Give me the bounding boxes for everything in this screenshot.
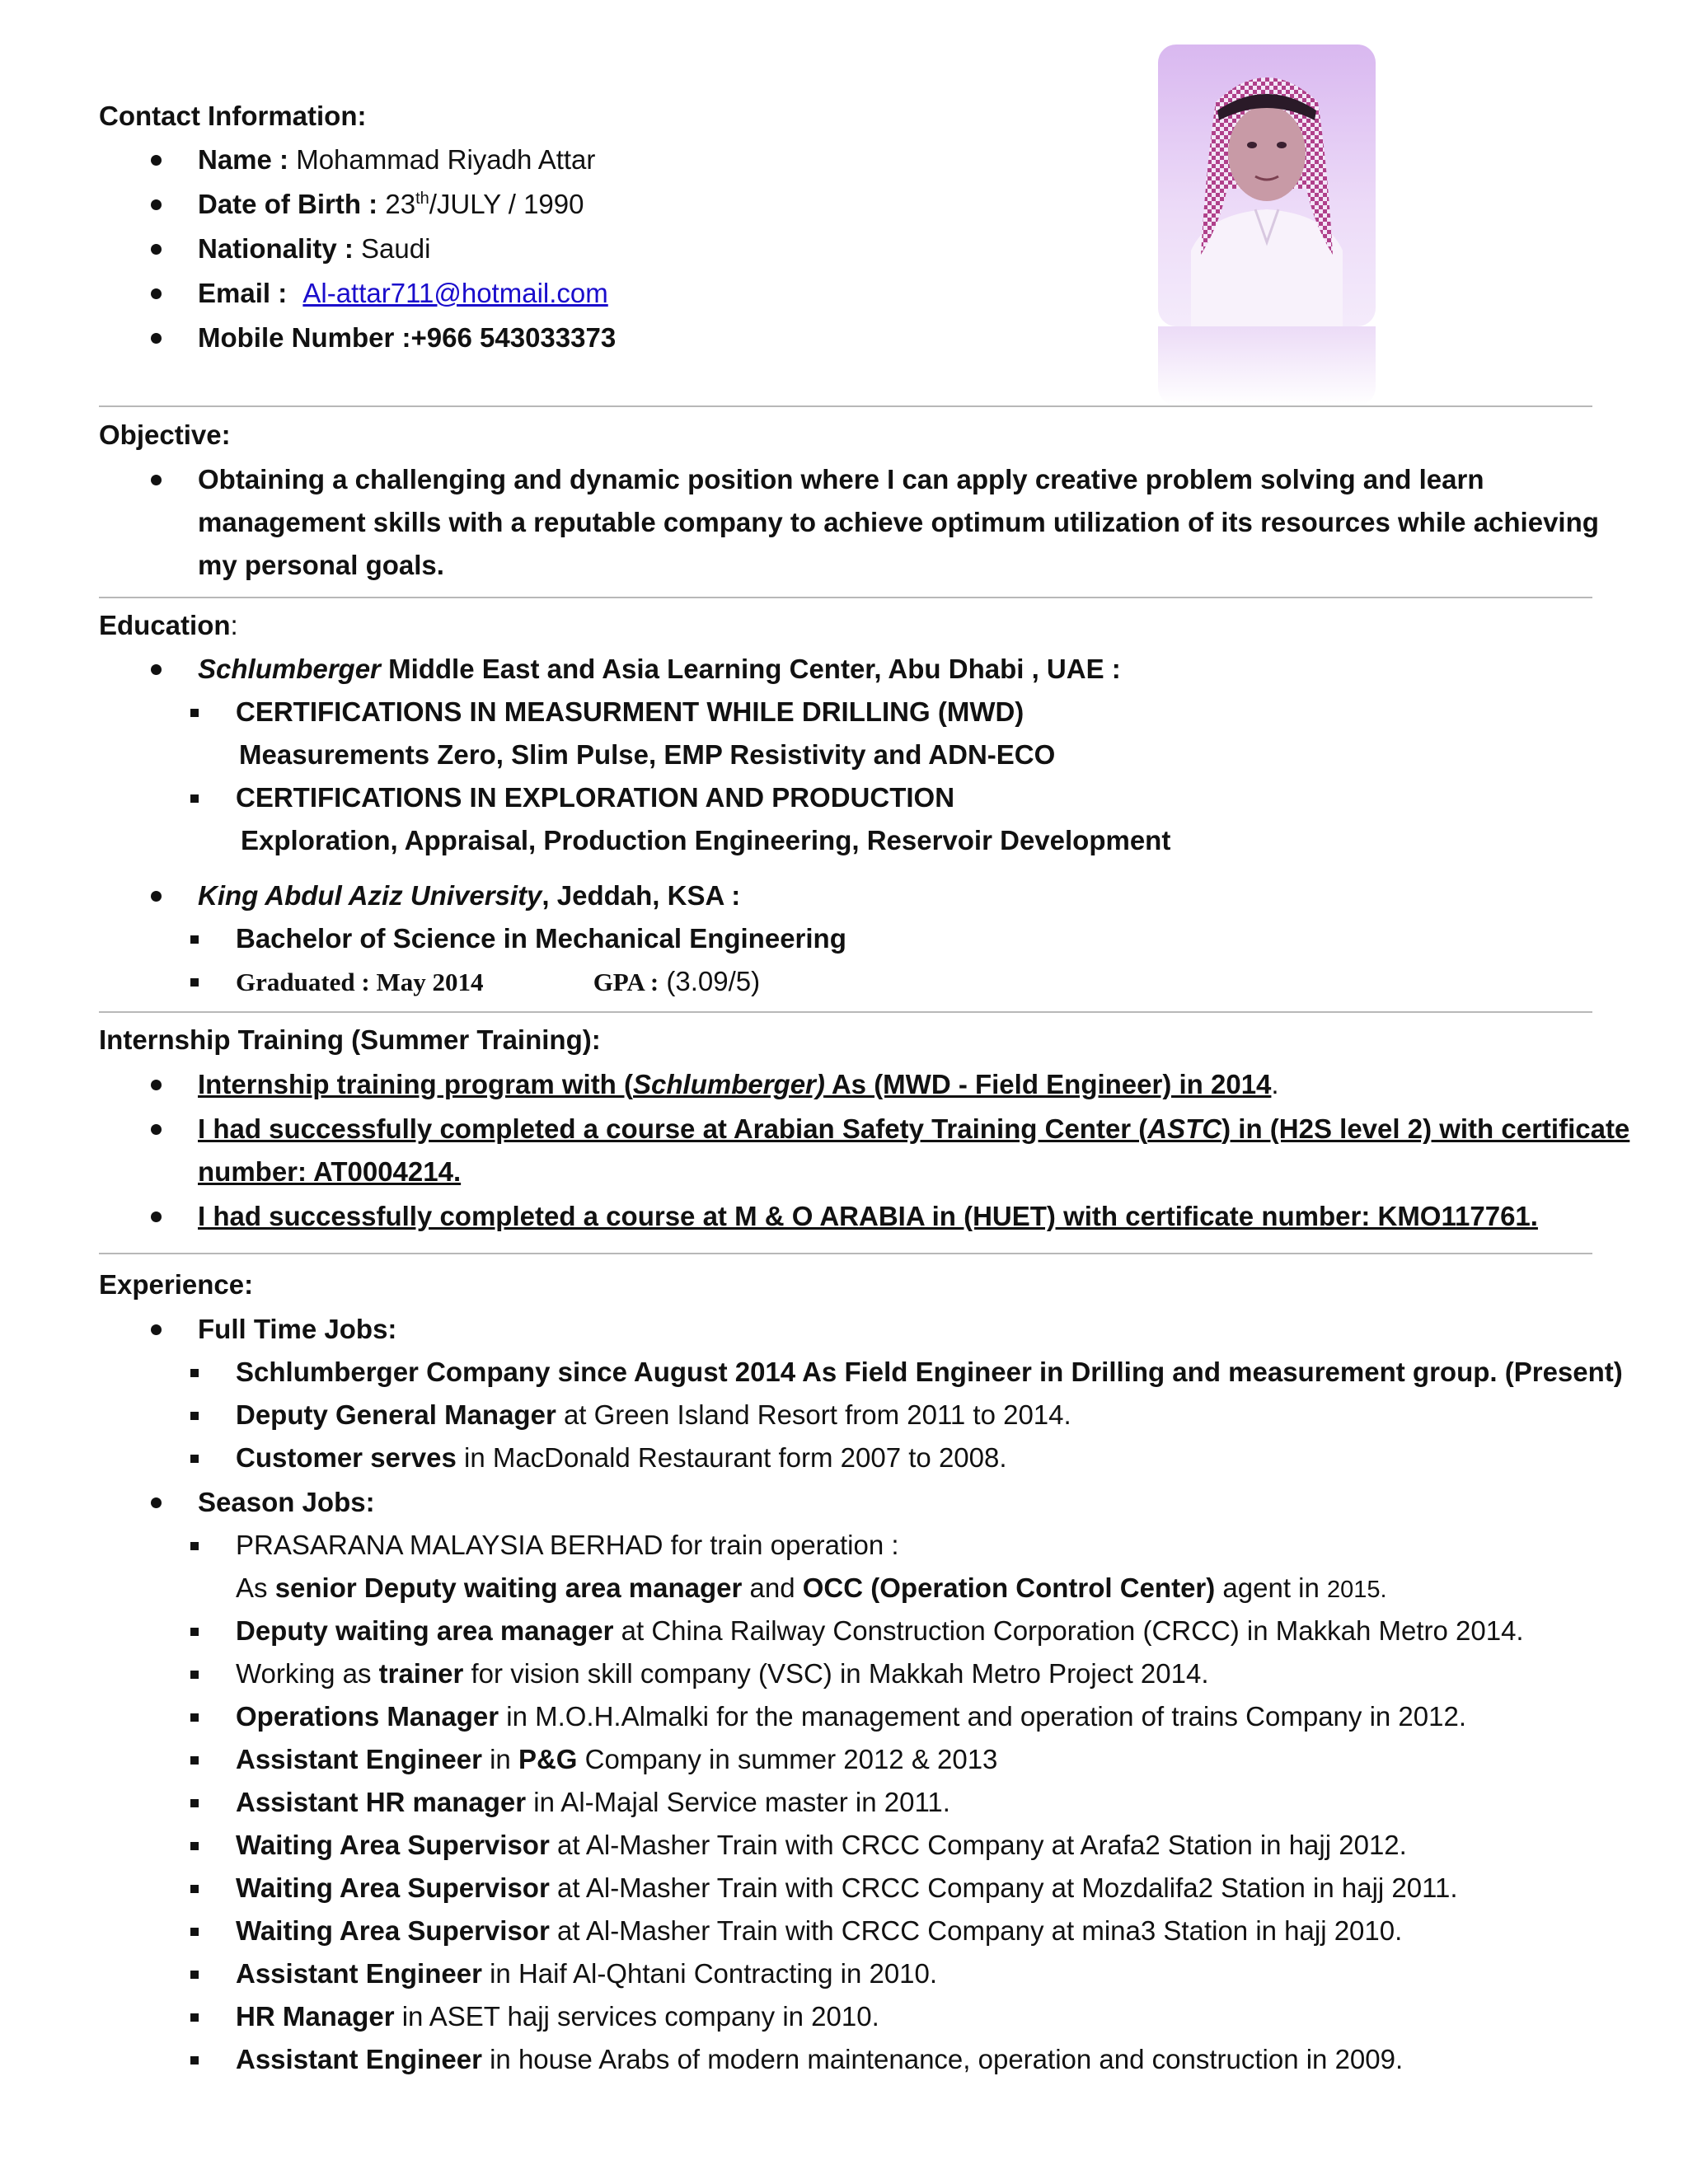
dob-label: Date of Birth :	[198, 189, 378, 219]
cert-mwd-detail: Measurements Zero, Slim Pulse, EMP Resistivity and ADN-ECO	[239, 739, 1056, 770]
season-job-11	[236, 2000, 879, 2033]
internship-1-c: As (MWD - Field Engineer) in 2014	[824, 1069, 1272, 1099]
s9-title: Waiting Area Supervisor	[236, 1915, 550, 1946]
s1-f: 2015.	[1327, 1577, 1387, 1603]
education-heading-colon: :	[230, 610, 238, 640]
fulltime-job-3	[236, 1441, 1007, 1474]
internship-2-b: ASTC	[1147, 1113, 1222, 1144]
season-job-5	[236, 1743, 997, 1776]
name-label: Name :	[198, 144, 289, 175]
internship-2-a: I had successfully completed a course at Arabian Safety Training Center (	[198, 1113, 1148, 1144]
profile-photo	[1158, 45, 1376, 326]
fulltime-heading: Full Time Jobs:	[198, 1314, 397, 1344]
objective-line-3: my personal goals.	[198, 550, 444, 580]
email-link[interactable]: Al-attar711@hotmail.com	[302, 278, 608, 308]
s10-title: Assistant Engineer	[236, 1958, 482, 1989]
slb-name: Schlumberger	[198, 654, 381, 684]
nationality-value: Saudi	[361, 233, 431, 264]
mobile-value: +966 543033373	[410, 322, 617, 353]
internship-item-2	[198, 1113, 1629, 1146]
graduated-label: Graduated : May 2014	[236, 968, 484, 996]
season-job-8	[236, 1872, 1458, 1905]
s4-title: Operations Manager	[236, 1701, 499, 1732]
s1-a: As	[236, 1572, 275, 1603]
internship-item-3: I had successfully completed a course at M & O ARABIA in (HUET) with certificate number: KMO117761.	[198, 1201, 1538, 1231]
section-divider	[99, 1011, 1592, 1013]
internship-item-1	[198, 1068, 1279, 1101]
season-job-1-line-1: PRASARANA MALAYSIA BERHAD for train operation :	[236, 1530, 899, 1560]
s7-title: Waiting Area Supervisor	[236, 1830, 550, 1860]
s3-a: Working as	[236, 1658, 379, 1689]
internship-1-b: Schlumberger)	[633, 1069, 825, 1099]
email-label: Email :	[198, 278, 288, 308]
internship-1-a: Internship training program with (	[198, 1069, 633, 1099]
cert-ep-title: CERTIFICATIONS IN EXPLORATION AND PRODUCTION	[236, 782, 955, 813]
name-value: Mohammad Riyadh Attar	[296, 144, 596, 175]
slb-rest: Middle East and Asia Learning Center, Abu Dhabi , UAE :	[380, 654, 1121, 684]
season-heading: Season Jobs:	[198, 1487, 375, 1517]
ft3-rest: in MacDonald Restaurant form 2007 to 2008.	[456, 1442, 1007, 1473]
objective-heading: Objective:	[99, 419, 231, 450]
dob-rest: /JULY / 1990	[429, 189, 584, 219]
s1-c: and	[742, 1572, 803, 1603]
season-job-4	[236, 1700, 1466, 1733]
s5-company: P&G	[518, 1744, 578, 1774]
gpa-value: (3.09/5)	[666, 966, 761, 996]
objective-line-1: Obtaining a challenging and dynamic position where I can apply creative problem solving and learn	[198, 464, 1484, 494]
dob-suffix: th	[415, 190, 429, 208]
contact-email-item	[198, 277, 608, 310]
section-divider	[99, 1253, 1592, 1254]
s11-rest: in ASET hajj services company in 2010.	[394, 2001, 879, 2032]
s12-title: Assistant Engineer	[236, 2044, 482, 2074]
s2-title: Deputy waiting area manager	[236, 1615, 614, 1646]
experience-heading: Experience:	[99, 1269, 254, 1300]
cert-ep-detail: Exploration, Appraisal, Production Engineering, Reservoir Development	[241, 825, 1171, 855]
s1-e: agent in	[1215, 1572, 1328, 1603]
season-job-1-line-2	[236, 1572, 1387, 1605]
education-heading	[99, 609, 238, 642]
season-job-12	[236, 2043, 1403, 2076]
education-kau-item	[198, 879, 740, 912]
s4-rest: in M.O.H.Almalki for the management and operation of trains Company in 2012.	[499, 1701, 1467, 1732]
internship-1-end: .	[1271, 1069, 1279, 1099]
contact-heading: Contact Information:	[99, 101, 367, 131]
fulltime-job-2	[236, 1399, 1071, 1432]
season-job-9	[236, 1915, 1402, 1947]
contact-dob-item	[198, 188, 584, 221]
gpa-label: GPA :	[593, 968, 659, 996]
s9-rest: at Al-Masher Train with CRCC Company at mina3 Station in hajj 2010.	[549, 1915, 1403, 1946]
dob-day: 23	[385, 189, 416, 219]
degree-item: Bachelor of Science in Mechanical Engineering	[236, 923, 846, 954]
contact-nationality-item	[198, 232, 430, 265]
objective-line-2: management skills with a reputable company to achieve optimum utilization of its resources while achieving	[198, 507, 1599, 537]
section-divider	[99, 405, 1592, 407]
s1-b: senior Deputy waiting area manager	[274, 1572, 743, 1603]
internship-item-2-line-2: number: AT0004214.	[198, 1156, 462, 1187]
season-job-3	[236, 1657, 1209, 1690]
nationality-label: Nationality :	[198, 233, 354, 264]
graduation-item	[236, 965, 760, 998]
s1-d: OCC (Operation Control Center)	[802, 1572, 1216, 1603]
s5-rest: Company in summer 2012 & 2013	[577, 1744, 998, 1774]
ft2-rest: at Green Island Resort from 2011 to 2014.	[556, 1399, 1071, 1430]
mobile-label: Mobile Number :	[198, 322, 411, 353]
internship-2-c: ) in (H2S level 2) with certificate	[1221, 1113, 1630, 1144]
season-job-7	[236, 1829, 1407, 1862]
fulltime-job-1: Schlumberger Company since August 2014 As Field Engineer in Drilling and measurement group. (Present)	[236, 1357, 1623, 1387]
season-job-2	[236, 1615, 1524, 1647]
cert-mwd-title: CERTIFICATIONS IN MEASURMENT WHILE DRILLING (MWD)	[236, 696, 1025, 727]
season-job-6	[236, 1786, 950, 1819]
education-slb-item	[198, 653, 1121, 686]
s3-title: trainer	[378, 1658, 464, 1689]
s6-rest: in Al-Majal Service master in 2011.	[526, 1787, 950, 1817]
kau-rest: , Jeddah, KSA :	[542, 880, 741, 911]
s8-rest: at Al-Masher Train with CRCC Company at Mozdalifa2 Station in hajj 2011.	[549, 1872, 1458, 1903]
season-job-10	[236, 1957, 937, 1990]
s2-rest: at China Railway Construction Corporation (CRCC) in Makkah Metro 2014.	[613, 1615, 1524, 1646]
s11-title: HR Manager	[236, 2001, 395, 2032]
education-heading-text: Education	[99, 610, 231, 640]
s3-rest: for vision skill company (VSC) in Makkah Metro Project 2014.	[463, 1658, 1209, 1689]
s10-rest: in Haif Al-Qhtani Contracting in 2010.	[481, 1958, 938, 1989]
contact-mobile-item	[198, 321, 616, 354]
s7-rest: at Al-Masher Train with CRCC Company at Arafa2 Station in hajj 2012.	[549, 1830, 1407, 1860]
internship-heading: Internship Training (Summer Training):	[99, 1024, 601, 1055]
s5-title: Assistant Engineer	[236, 1744, 482, 1774]
section-divider	[99, 597, 1592, 598]
contact-name-item	[198, 143, 595, 176]
ft3-title: Customer serves	[236, 1442, 457, 1473]
kau-name: King Abdul Aziz University	[198, 880, 542, 911]
s6-title: Assistant HR manager	[236, 1787, 527, 1817]
person-portrait-icon	[1158, 45, 1376, 326]
photo-reflection	[1158, 326, 1376, 405]
s8-title: Waiting Area Supervisor	[236, 1872, 550, 1903]
s5-mid: in	[481, 1744, 518, 1774]
ft2-title: Deputy General Manager	[236, 1399, 556, 1430]
s12-rest: in house Arabs of modern maintenance, operation and construction in 2009.	[481, 2044, 1404, 2074]
